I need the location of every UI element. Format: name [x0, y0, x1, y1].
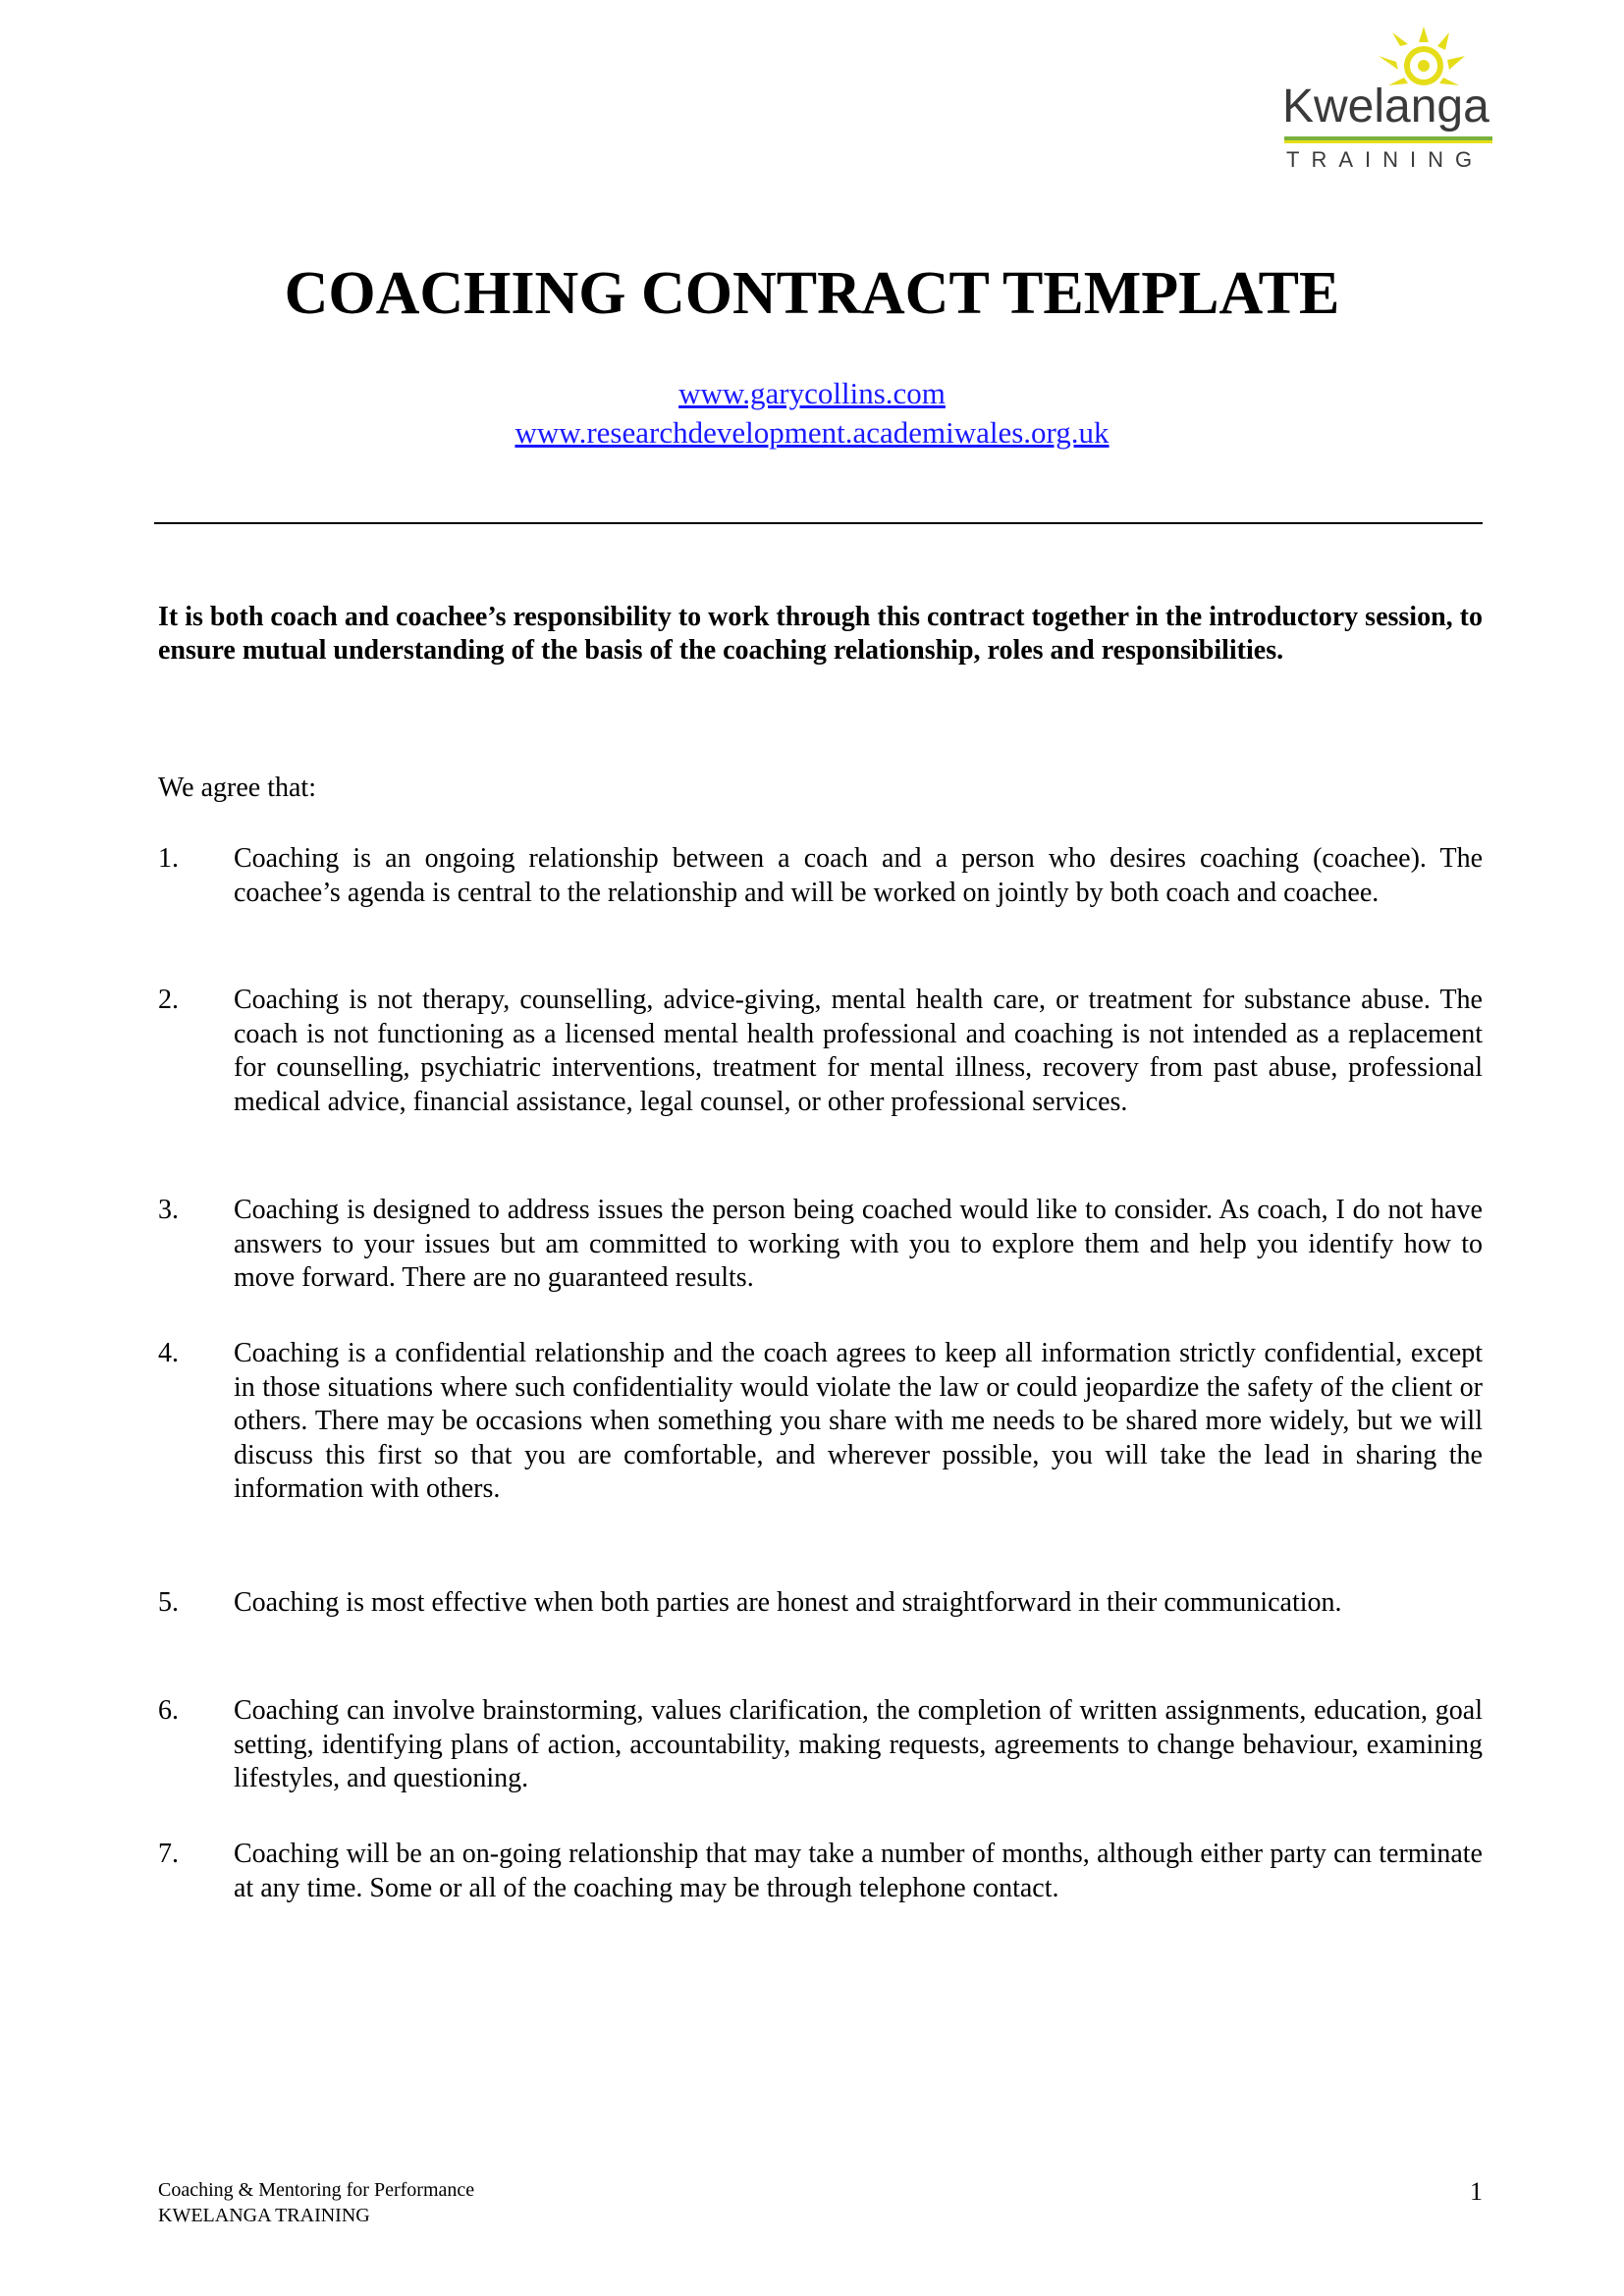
list-item-number: 7. [158, 1839, 179, 1869]
link-researchdevelopment[interactable]: www.researchdevelopment.academiwales.org.uk [514, 415, 1110, 450]
list-item-number: 5. [158, 1587, 179, 1618]
footer-line-company: KWELANGA TRAINING [158, 2205, 370, 2226]
list-item-text: Coaching will be an on-going relationship that may take a number of months, although either party can terminate at any time. Some or all of the coaching may be through telephone contact. [234, 1839, 1483, 1903]
list-item-text: Coaching is designed to address issues the person being coached would like to consider. As coach, I do not have answers to your issues but am committed to working with you to explore them and help you identify how to move forward. There are no guaranteed results. [234, 1195, 1483, 1293]
list-item-number: 3. [158, 1195, 179, 1225]
document-title: COACHING CONTRACT TEMPLATE [284, 260, 1340, 327]
list-item [158, 1694, 1483, 1796]
list-item-text: Coaching is most effective when both parties are honest and straightforward in their communication. [234, 1587, 1342, 1618]
page-number: 1 [1470, 2177, 1483, 2206]
horizontal-divider [154, 522, 1483, 524]
links-block [0, 374, 1624, 453]
footer [158, 2177, 474, 2228]
list-item-text: Coaching can involve brainstorming, values clarification, the completion of written assignments, education, goal setting, identifying plans of action, accountability, making requests, agreements to change behaviour, examining lifestyles, and questioning. [234, 1695, 1483, 1793]
list-item [158, 842, 1483, 910]
list-item [158, 1194, 1483, 1296]
list-item-number: 4. [158, 1338, 179, 1368]
list-item [158, 1337, 1483, 1507]
list-item [158, 984, 1483, 1119]
footer-line-course: Coaching & Mentoring for Performance [158, 2179, 475, 2201]
agreement-heading: We agree that: [158, 773, 316, 803]
logo-subtitle: TRAINING [1286, 147, 1485, 172]
list-item [158, 1586, 1483, 1621]
link-garycollins[interactable]: www.garycollins.com [678, 376, 946, 410]
list-item [158, 1838, 1483, 1905]
list-item-text: Coaching is an ongoing relationship between a coach and a person who desires coaching (coachee). The coachee’s agenda is central to the relationship and will be worked on jointly by both coach and coachee. [234, 843, 1483, 908]
list-item-number: 6. [158, 1695, 179, 1726]
list-item-number: 2. [158, 985, 179, 1015]
intro-paragraph: It is both coach and coachee’s responsibility to work through this contract together in the introductory session, to ensure mutual understanding of the basis of the coaching relationship, roles and responsibilities. [158, 602, 1483, 666]
kwelanga-logo [1276, 25, 1502, 182]
list-item-number: 1. [158, 843, 179, 874]
list-item-text: Coaching is a confidential relationship and the coach agrees to keep all information strictly confidential, except in those situations where such confidentiality would violate the law or could jeopardize the safety of the client or others. There may be occasions when something you share with me needs to be shared more widely, but we will discuss this first so that you are comfortable, and wherever possible, you will take the lead in sharing the information with others. [234, 1338, 1483, 1504]
logo-wordmark: Kwelanga [1282, 80, 1489, 133]
list-item-text: Coaching is not therapy, counselling, advice-giving, mental health care, or treatment for substance abuse. The coach is not functioning as a licensed mental health professional and coaching is not intended as a replacement for counselling, psychiatric interventions, treatment for mental illness, recovery from past abuse, professional medical advice, financial assistance, legal counsel, or other professional services. [234, 985, 1483, 1117]
